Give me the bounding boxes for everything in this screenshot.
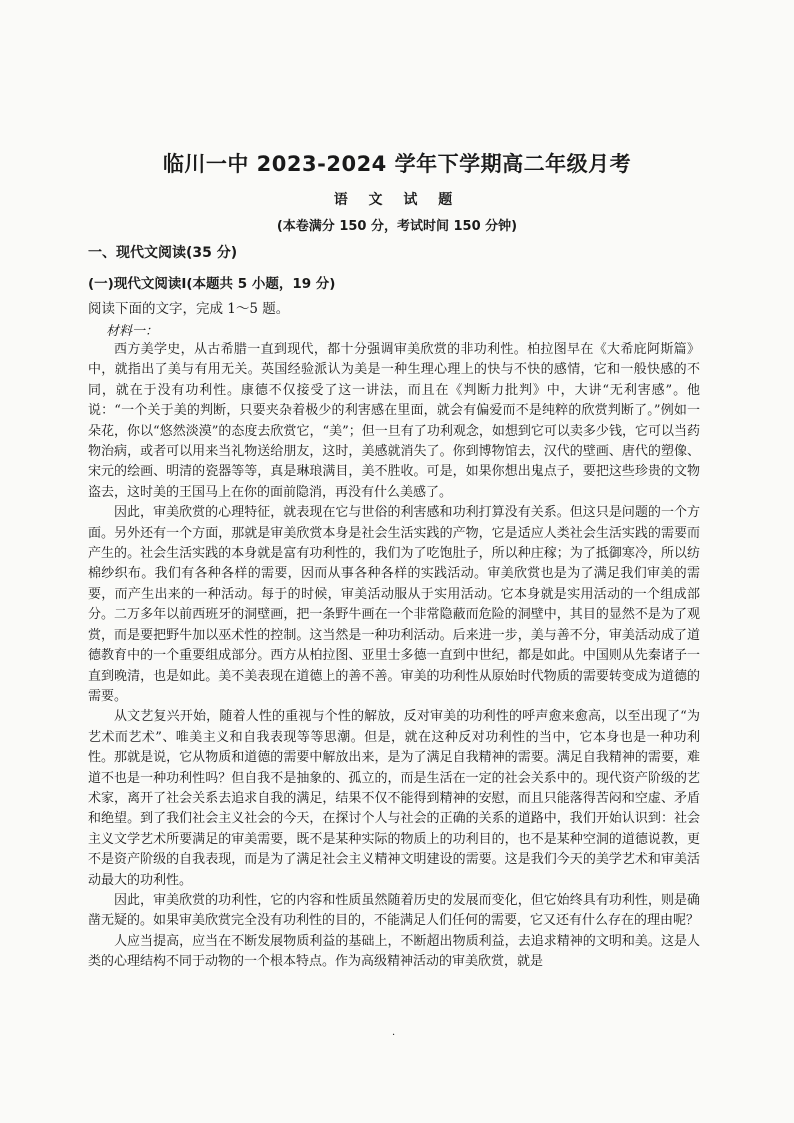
passage-paragraph: 西方美学史，从古希腊一直到现代，都十分强调审美欣赏的非功利性。柏拉图早在《大希庇阿斯篇》中，就指出了美与有用无关。英国经验派认为美是一种生理心理上的快与不快的感情，它和一般快感的不同，就在于没有功利性。康德不仅接受了这一讲法，而且在《判断力批判》中，大讲“无利害感”。他说：“一个关于美的判断，只要夹杂着极少的利害感在里面，就会有偏爱而不是纯粹的欣赏判断了。”例如一朵花，你以“悠然淡漠”的态度去欣赏它，“美”；但一旦有了功利观念，如想到它可以卖多少钱，它可以当药物治病，或者可以用来当礼物送给朋友，这时，美感就消失了。你到博物馆去，汉代的壁画、唐代的塑像、宋元的绘画、明清的瓷器等等，真是琳琅满目，美不胜收。可是，如果你想出鬼点子，要把这些珍贵的文物盗去，这时美的王国马上在你的面前隐消，再没有什么美感了。 [88,342,700,500]
material-label: 材料一： [106,324,159,339]
exam-info: (本卷满分 150 分，考试时间 150 分钟) [276,219,518,234]
exam-title: 临川一中 2023-2024 学年下学期高二年级月考 [162,152,632,176]
passage-paragraph: 因此，审美欣赏的心理特征，就表现在它与世俗的利害感和功利打算没有关系。但这只是问题的一个方面。另外还有一个方面，那就是审美欣赏本身是社会生活实践的产物，它是适应人类社会生活实践的需要而产生的。社会生活实践的本身就是富有功利性的，我们为了吃饱肚子，所以种庄稼；为了抵御寒冷，所以纺棉纱织布。我们有各种各样的需要，因而从事各种各样的实践活动。审美欣赏也是为了满足我们审美的需要，而产生出来的一种活动。每于的时候，审美活动服从于实用活动。它本身就是实用活动的一个组成部分。二万多年以前西班牙的洞壁画，把一条野牛画在一个非常隐蔽而危险的洞壁中，其目的显然不是为了观赏，而是要把野牛加以巫术性的控制。这当然是一种功利活动。后来进一步，美与善不分，审美活动成了道德教育中的一个重要组成部分。西方从柏拉图、亚里士多德一直到中世纪，都是如此。中国则从先秦诸子一直到晚清，也是如此。美不美表现在道德上的善不善。审美的功利性从原始时代物质的需要转变成为道德的需要。 [88,505,700,704]
reading-instruction: 阅读下面的文字，完成 1～5 题。 [88,301,290,317]
page-mark: · [392,1030,396,1041]
subsection-heading: (一)现代文阅读Ⅰ(本题共 5 小题，19 分) [88,276,336,292]
passage-paragraph: 因此，审美欣赏的功利性，它的内容和性质虽然随着历史的发展而变化，但它始终具有功利性，则是确凿无疑的。如果审美欣赏完全没有功利性的目的，不能满足人们任何的需要，它又还有什么存在的理由呢？ [88,892,700,929]
exam-subject: 语 文 试 题 [333,192,461,208]
passage-body [88,340,700,973]
section-heading: 一、现代文阅读(35 分) [88,245,238,261]
passage-paragraph: 从文艺复兴开始，随着人性的重视与个性的解放，反对审美的功利性的呼声愈来愈高，以至出现了“为艺术而艺术”、唯美主义和自我表现等等思潮。但是，就在这种反对功利性的当中，它本身也是一种功利性。那就是说，它从物质和道德的需要中解放出来，是为了满足自我精神的需要。满足自我精神的需要，难道不也是一种功利性吗？但自我不是抽象的、孤立的，而是生活在一定的社会关系中的。现代资产阶级的艺术家，离开了社会关系去追求自我的满足，结果不仅不能得到精神的安慰，而且只能落得苦闷和空虚、矛盾和绝望。到了我们社会主义社会的今天，在探讨个人与社会的正确的关系的道路中，我们开始认识到：社会主义文学艺术所要满足的审美需要，既不是某种实际的物质上的功利目的，也不是某种空洞的道德说教，更不是资产阶级的自我表现，而是为了满足社会主义精神文明建设的需要。这是我们今天的美学艺术和审美活动最大的功利性。 [88,709,700,888]
passage-paragraph: 人应当提高，应当在不断发展物质利益的基础上，不断超出物质利益，去追求精神的文明和美。这是人类的心理结构不同于动物的一个根本特点。作为高级精神活动的审美欣赏，就是 [88,933,700,970]
